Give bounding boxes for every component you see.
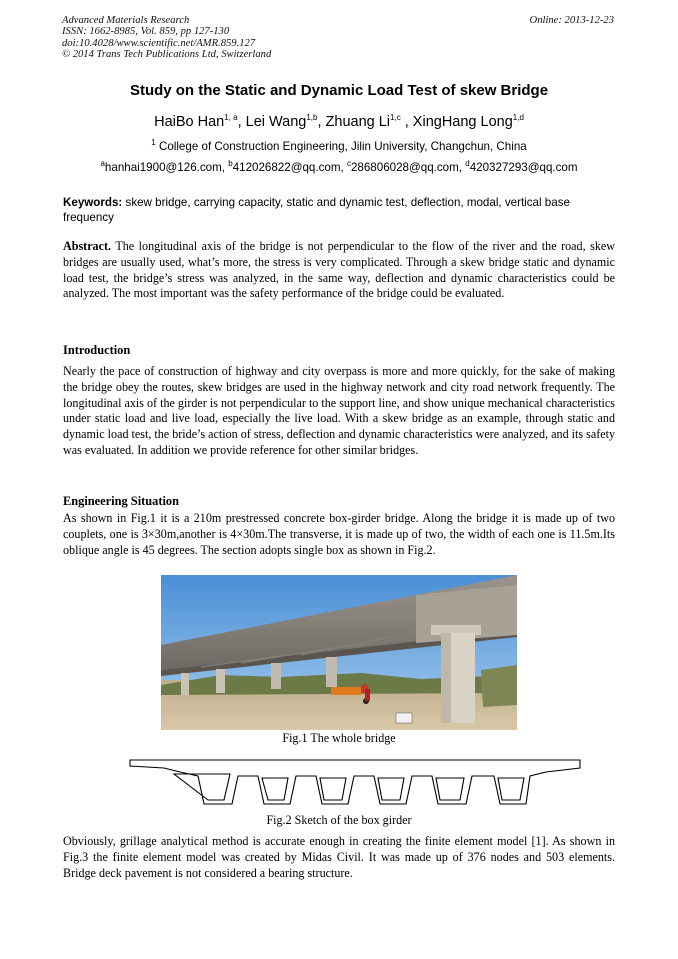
paper-title: Study on the Static and Dynamic Load Test of skew Bridge: [129, 82, 549, 99]
abstract-label: Abstract.: [63, 239, 112, 253]
email-mark: c: [346, 159, 351, 169]
author-affiliation-mark: 1, a: [224, 113, 238, 123]
introduction-text: Nearly the pace of construction of highway and city overpass is more and more quickly, for the sake of making the bridge obey the routes, skew bridges are used in the highway network and city road network frequently. The longitudinal axis of the girder is not perpendicular to the support line, and show unique mechanical characteristics under static load and live load, especially the live load. With a skew bridge as an example, through static and dynamic load test, the bride’s action of stress, deflection and dynamic characteristics were analyzed, and its safety was evaluated. In addition we provide reference for other similar bridges.: [63, 364, 615, 457]
doi-line: doi:10.4028/www.scientific.net/AMR.859.127: [62, 37, 256, 49]
author-name: XingHang Long: [412, 114, 513, 130]
box-girder-sketch: [128, 756, 582, 814]
author-affiliation-mark: 1,c: [390, 113, 401, 123]
keywords-label: Keywords:: [63, 196, 123, 209]
affiliation: [0, 140, 678, 153]
keywords-text: skew bridge, carrying capacity, static and dynamic test, deflection, modal, vertical base frequency: [63, 196, 570, 224]
keywords: [63, 195, 615, 225]
email-mark: d: [465, 159, 470, 169]
author-name: HaiBo Han: [154, 114, 225, 130]
author-name: Lei Wang: [245, 114, 307, 130]
issn-line: ISSN: 1662-8985, Vol. 859, pp 127-130: [62, 26, 230, 38]
affiliation-mark: 1: [151, 138, 156, 148]
engineering-text: As shown in Fig.1 it is a 210m prestressed concrete box-girder bridge. Along the bridge it is made up of two couplets, one is 3×30m,another is 4×30m.The transverse, it is made up of two, the width of each one is 11.5m.Its oblique angle is 45 degrees. The section adopts single box as shown in Fig.2.: [63, 511, 615, 557]
email-address[interactable]: 420327293@qq.com: [469, 161, 578, 174]
affiliation-text: College of Construction Engineering, Jilin University, Changchun, China: [158, 140, 527, 153]
email-mark: a: [100, 159, 105, 169]
closing-text: Obviously, grillage analytical method is accurate enough in creating the finite element model [1]. As shown in Fig.3 the finite element model was created by Midas Civil. It was made up of 376 nodes and 503 elements. Bridge deck pavement is not considered a bearing structure.: [63, 834, 615, 880]
copyright-line: © 2014 Trans Tech Publications Ltd, Switzerland: [62, 49, 272, 61]
email-address[interactable]: hanhai1900@126.com,: [104, 161, 225, 174]
engineering-heading: Engineering Situation: [63, 494, 180, 508]
email-address[interactable]: 412026822@qq.com,: [232, 161, 344, 174]
journal-header: [62, 15, 271, 61]
online-date: Online: 2013-12-23: [529, 15, 614, 26]
bridge-photo: [161, 575, 517, 730]
introduction-heading: Introduction: [63, 343, 131, 357]
author-name: Zhuang Li: [325, 114, 391, 130]
journal-name: Advanced Materials Research: [62, 15, 190, 26]
email-address[interactable]: 286806028@qq.com,: [350, 161, 463, 174]
figure-2-caption: Fig.2 Sketch of the box girder: [266, 813, 412, 827]
abstract-text: The longitudinal axis of the bridge is not perpendicular to the flow of the river and the road, skew bridges are usually used, what’s more, the stress is very complicated. Through a skew bridge static and dynamic load test, the bridge’s stress was analyzed, in the same way, deflection and dynamic characteristics could be analyzed. The most important was the safety performance of the bridge could be evaluated.: [63, 239, 615, 301]
author-affiliation-mark: 1,b: [306, 113, 318, 123]
email-mark: b: [228, 159, 233, 169]
bridge-photo-image: [161, 575, 517, 730]
email-list: [0, 161, 678, 174]
figure-1-caption: Fig.1 The whole bridge: [282, 731, 396, 745]
author-affiliation-mark: 1,d: [512, 113, 524, 123]
author-list: HaiBo Han$^{1, a}$, Lei Wang$^{1,b}$, Zhuang Li$^{1,c}$ , XingHang Long$^{1,d}$: [154, 113, 524, 130]
abstract: [63, 239, 615, 302]
